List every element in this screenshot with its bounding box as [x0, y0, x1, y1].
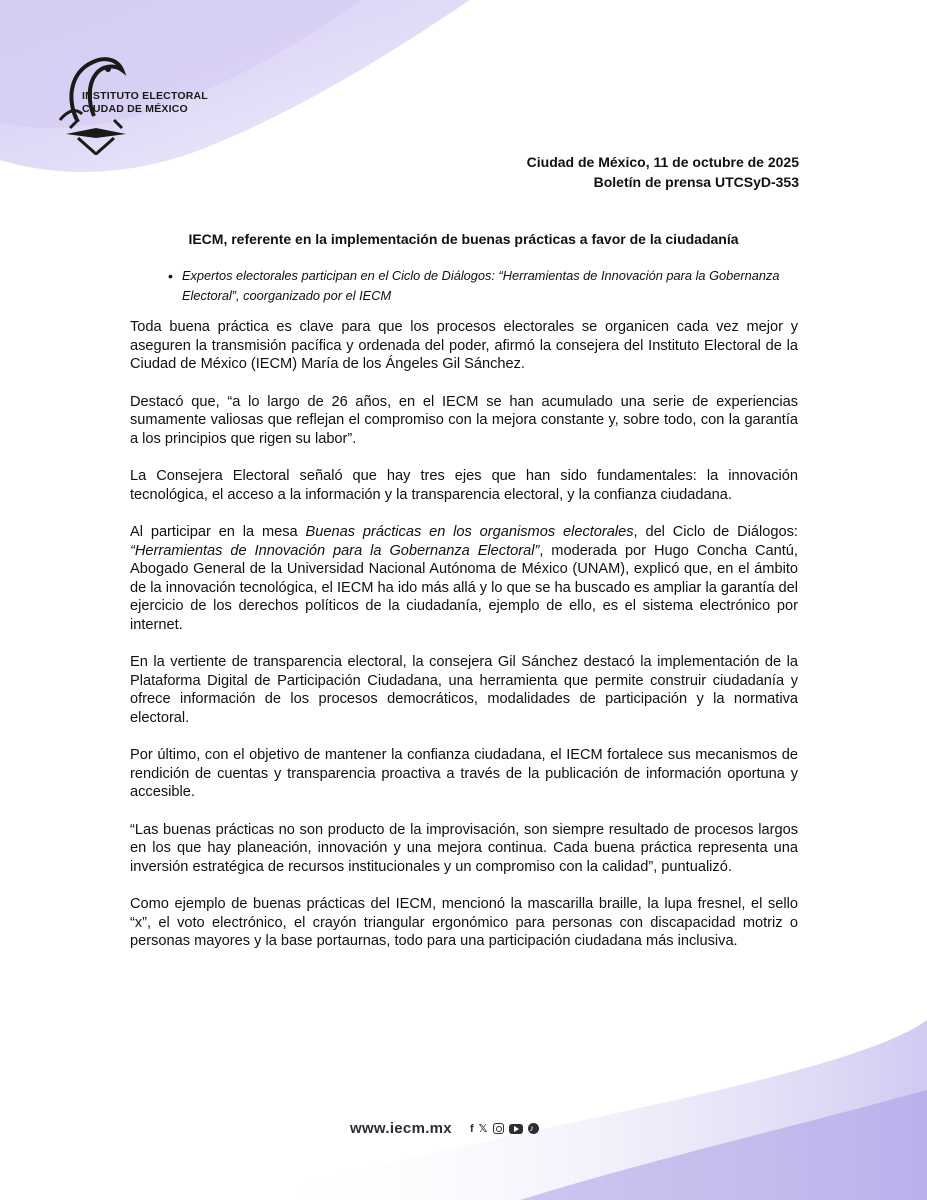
org-name-line2: CIUDAD DE MÉXICO [82, 103, 188, 115]
bulletin-number: Boletín de prensa UTCSyD-353 [593, 174, 799, 190]
logo-text [82, 90, 208, 116]
paragraph-5: En la vertiente de transparencia electoral, la consejera Gil Sánchez destacó la implementación de la Plataforma Digital de Participación Ciudadana, una herramienta que permite construir ciudadanía y ofrece información de los procesos democráticos, modalidades de participación y la normativa electoral. [130, 654, 798, 726]
paragraph-2: Destacó que, “a lo largo de 26 años, en el IECM se han acumulado una serie de experiencias sumamente valiosas que reflejan el compromiso con la mejora constante y, sobre todo, con la garantía a los principios que rigen su labor”. [130, 393, 798, 447]
paragraph-4-part-a: Al participar en la mesa [130, 524, 306, 540]
paragraph-6: Por último, con el objetivo de mantener la confianza ciudadana, el IECM fortalece sus mecanismos de rendición de cuentas y transparencia proactiva a través de la publicación de información oportuna y accesible. [130, 747, 798, 800]
x-icon[interactable]: 𝕏 [478, 1122, 488, 1135]
cycle-title: “Herramientas de Innovación para la Gobernanza Electoral” [130, 542, 540, 559]
paragraph-3: La Consejera Electoral señaló que hay tres ejes que han sido fundamentales: la innovación tecnológica, el acceso a la información y la transparencia electoral, y la confianza ciudadana. [130, 468, 798, 503]
footer [350, 1120, 539, 1137]
paragraph-7: “Las buenas prácticas no son producto de la improvisación, son siempre resultado de procesos largos en los que hay planeación, innovación y una mejora continua. Cada buena práctica representa una inversión estratégica de recursos institucionales y un compromiso con la calidad”, puntualizó. [130, 821, 798, 875]
facebook-icon[interactable]: f [469, 1122, 474, 1135]
org-name-line1: INSTITUTO ELECTORAL [82, 90, 208, 102]
paragraph-8: Como ejemplo de buenas prácticas del IECM, mencionó la mascarilla braille, la lupa fresnel, el sello “x”, el voto electrónico, el crayón triangular ergonómico para personas con discapacidad motriz o personas mayores y la base portaurnas, todo para una participación ciudadana más inclusiva. [130, 896, 798, 949]
paragraph-4 [130, 523, 798, 634]
instagram-icon[interactable] [493, 1123, 504, 1134]
paragraph-4-part-e: , moderada por Hugo Concha Cantú, Abogado General de la Universidad Nacional Autónoma de México (UNAM), explicó que, en el ámbito de la innovación tecnológica, el IECM ha ido más allá y lo que se ha buscado es ampliar la garantía del ejercicio de los derechos políticos de la ciudadanía, ejemplo de ello, es el sistema electrónico por internet. [130, 542, 798, 633]
paragraph-1: Toda buena práctica es clave para que los procesos electorales se organicen cada vez mejor y aseguren la transmisión pacífica y ordenada del poder, afirmó la consejera del Instituto Electoral de la Ciudad de México (IECM) María de los Ángeles Gil Sánchez. [130, 319, 798, 372]
panel-title: Buenas prácticas en los organismos electorales [305, 524, 634, 540]
website-link[interactable]: www.iecm.mx [350, 1120, 452, 1137]
tiktok-icon[interactable] [528, 1123, 539, 1134]
article-body [130, 318, 798, 970]
summary-bullet: Expertos electorales participan en el Ciclo de Diálogos: “Herramientas de Innovación para la Gobernanza Electoral”, coorganizado por el IECM [182, 268, 780, 303]
date-line: Ciudad de México, 11 de octubre de 2025 [526, 154, 799, 170]
paragraph-4-part-c: , del Ciclo de Diálogos: [633, 524, 798, 540]
bullet-marker: • [168, 268, 173, 284]
headline: IECM, referente en la implementación de buenas prácticas a favor de la ciudadanía [188, 231, 739, 247]
social-links [470, 1123, 539, 1135]
press-header [527, 152, 799, 192]
youtube-icon[interactable] [509, 1124, 523, 1134]
